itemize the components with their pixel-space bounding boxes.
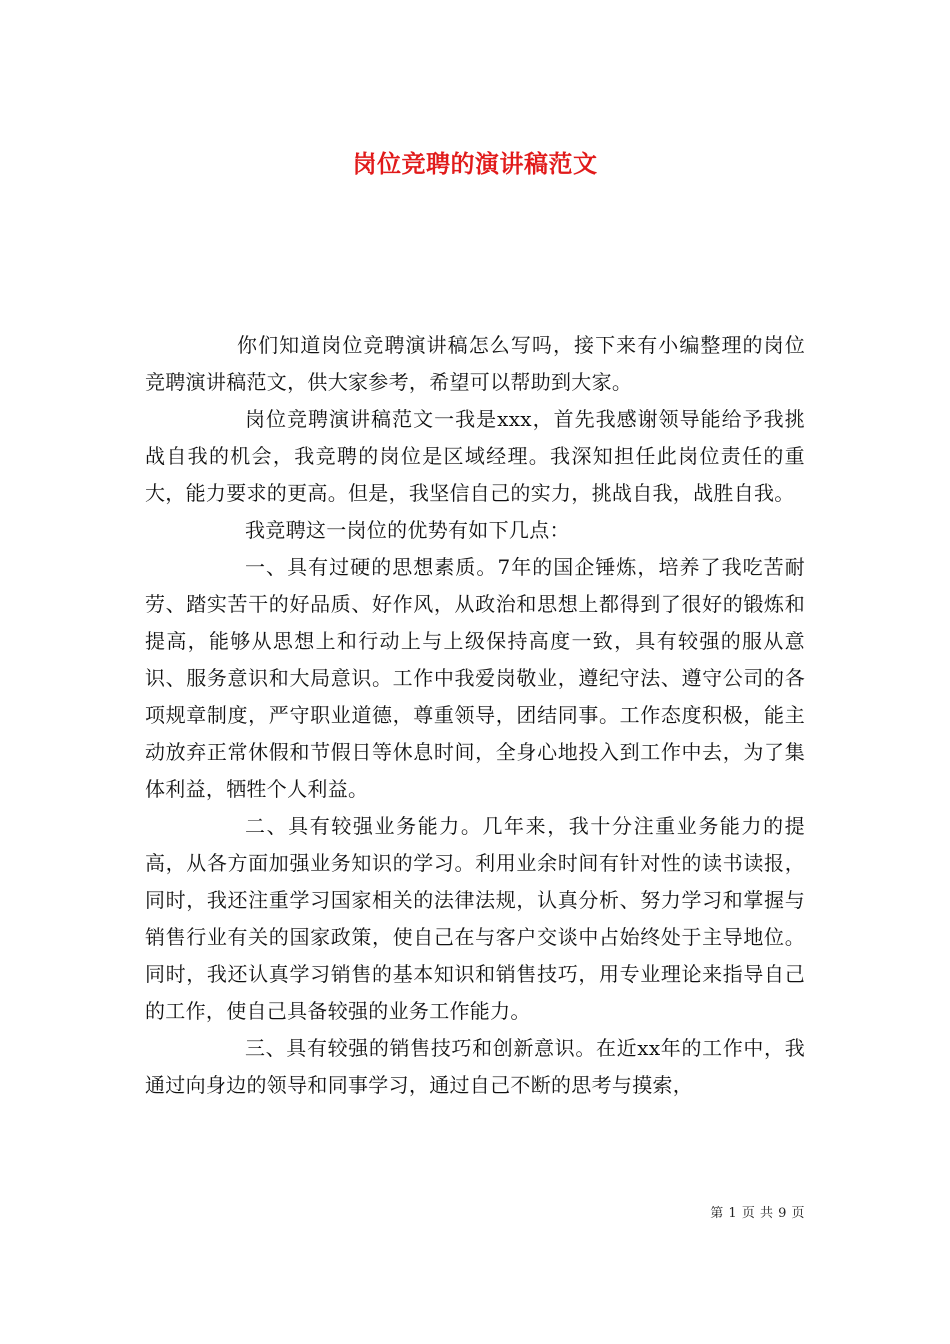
paragraph-advantage-2: 二、具有较强业务能力。几年来，我十分注重业务能力的提高，从各方面加强业务知识的学习。利用业余时间有针对性的读书读报，同时，我还注重学习国家相关的法律法规，认真分析、努力学习和掌握与销售行业有关的国家政策，使自己在与客户交谈中占始终处于主导地位。同时，我还认真学习销售的基本知识和销售技巧，用专业理论来指导自己的工作，使自己具备较强的业务工作能力。 — [145, 814, 805, 1023]
paragraph-advantage-1: 一、具有过硬的思想素质。7年的国企锤炼，培养了我吃苦耐劳、踏实苦干的好品质、好作风，从政治和思想上都得到了很好的锻炼和提高，能够从思想上和行动上与上级保持高度一致，具有较强的服从意识、服务意识和大局意识。工作中我爱岗敬业，遵纪守法、遵守公司的各项规章制度，严守职业道德，尊重领导，团结同事。工作态度积极，能主动放弃正常休假和节假日等休息时间，全身心地投入到工作中去，为了集体利益，牺牲个人利益。 — [145, 555, 805, 801]
paragraph-advantage-3: 三、具有较强的销售技巧和创新意识。在近xx年的工作中，我通过向身边的领导和同事学习，通过自己不断的思考与摸索， — [145, 1036, 805, 1097]
page-number-footer: 第 1 页 共 9 页 — [710, 1206, 805, 1221]
paragraph-intro: 你们知道岗位竞聘演讲稿怎么写吗，接下来有小编整理的岗位竞聘演讲稿范文，供大家参考，希望可以帮助到大家。 — [145, 333, 805, 394]
document-body — [145, 327, 805, 1104]
document-title: 岗位竞聘的演讲稿范文 — [352, 149, 598, 179]
paragraph-advantages-heading: 我竞聘这一岗位的优势有如下几点： — [245, 518, 570, 542]
paragraph-speech-opening: 岗位竞聘演讲稿范文一我是xxx，首先我感谢领导能给予我挑战自我的机会，我竞聘的岗位是区域经理。我深知担任此岗位责任的重大，能力要求的更高。但是，我坚信自己的实力，挑战自我，战胜自我。 — [145, 407, 805, 505]
